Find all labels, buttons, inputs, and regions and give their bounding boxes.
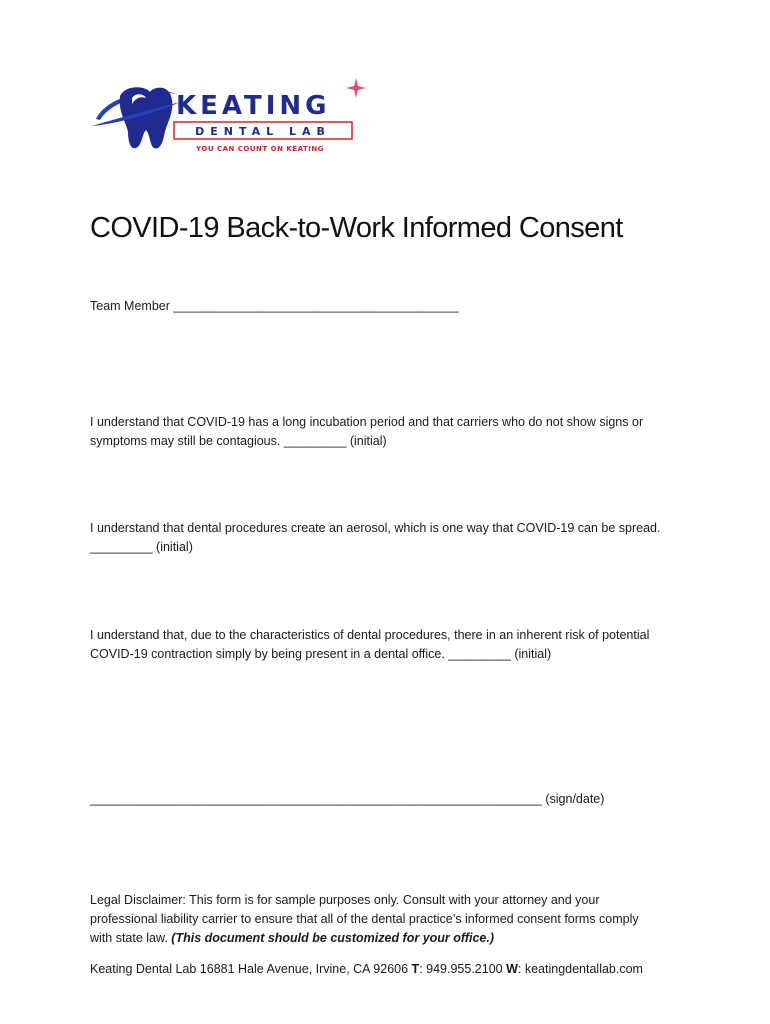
signature-line [90,790,604,808]
disclaimer-line-1: Legal Disclaimer: This form is for sample purposes only. Consult with your attorney and your [90,893,600,907]
statement-2-line-2[interactable]: _________ (initial) [90,540,193,554]
footer-address: Keating Dental Lab 16881 Hale Avenue, Irvine, CA 92606 [90,962,412,976]
footer-phone-label: T [411,962,420,976]
statement-1-line-2[interactable]: symptoms may still be contagious. _________ (initial) [90,434,387,448]
page-title: COVID-19 Back-to-Work Informed Consent [90,212,623,244]
disclaimer-line-3: with state law. [90,931,172,945]
statement-2 [90,519,690,557]
sparkle-icon [346,78,366,98]
statement-1 [90,413,690,451]
brand-tagline: YOU CAN COUNT ON KEATING [196,145,324,153]
disclaimer-line-2: professional liability carrier to ensure that all of the dental practice’s informed consent forms comply [90,912,639,926]
signature-label: (sign/date) [545,792,605,806]
brand-name: KEATING [176,91,331,121]
statement-1-line-1: I understand that COVID-19 has a long incubation period and that carriers who do not show signs or [90,415,644,429]
footer-website: : keatingdentallab.com [517,962,643,976]
footer-web-label: W [506,962,518,976]
legal-disclaimer [90,891,700,948]
footer-phone: : 949.955.2100 [419,962,507,976]
statement-3-line-2[interactable]: COVID-19 contraction simply by being present in a dental office. _________ (initial) [90,647,552,661]
statement-3 [90,626,690,664]
footer-contact [90,960,643,978]
disclaimer-emphasis: (This document should be customized for your office.) [171,931,495,945]
keating-dental-lab-logo [88,74,378,160]
team-member-line [90,297,458,315]
team-member-blank[interactable]: _________________________________________ [173,299,459,313]
team-member-label: Team Member [90,299,170,313]
brand-sub: DENTAL LAB [195,125,331,138]
statement-3-line-1: I understand that, due to the characteristics of dental procedures, there in an inherent risk of potential [90,628,650,642]
statement-2-line-1: I understand that dental procedures create an aerosol, which is one way that COVID-19 can be spread. [90,521,661,535]
signature-blank[interactable]: _________________________________________________________________ [90,792,542,806]
